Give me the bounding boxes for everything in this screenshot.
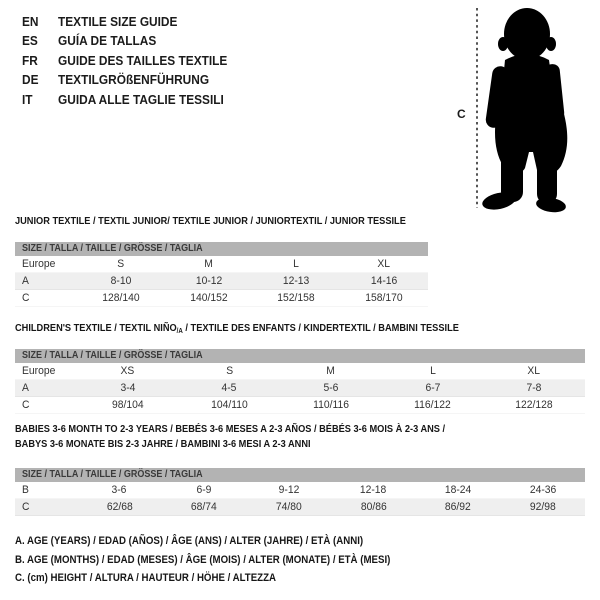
title-text: CHILDREN'S TEXTILE / TEXTIL NIÑO: [15, 322, 177, 334]
lang-label: GUIDE DES TAILLES TEXTILE: [58, 53, 228, 68]
title-subscript: /A: [176, 328, 183, 335]
table-cell: 8-10: [110, 275, 132, 287]
lang-code: FR: [22, 53, 38, 68]
lang-label: GUIDA ALLE TAGLIE TESSILI: [58, 92, 224, 107]
footnote-c: C. (cm) HEIGHT / ALTURA / HAUTEUR / HÖHE / ALTEZZA: [15, 572, 277, 584]
table-cell: L: [293, 258, 300, 270]
lang-code: EN: [22, 14, 39, 29]
row-label: B: [22, 484, 29, 496]
footnote-b: B. AGE (MONTHS) / EDAD (MESES) / ÂGE (MOIS) / ALTER (MONATE) / ETÀ (MESI): [15, 553, 391, 566]
babies-textile-section: [15, 422, 585, 516]
table-cell: 6-9: [196, 484, 212, 496]
row-label: A: [22, 382, 29, 394]
table-cell: S: [117, 258, 125, 270]
table-cell: 122/128: [515, 399, 553, 411]
size-header-bar: SIZE / TALLA / TAILLE / GRÖSSE / TAGLIA: [15, 468, 585, 482]
table-cell: XL: [527, 365, 541, 377]
row-label: C: [22, 292, 30, 304]
childrens-textile-section: [15, 322, 585, 414]
table-cell: XL: [377, 258, 391, 270]
table-cell: 158/170: [365, 292, 403, 304]
table-cell: 12-18: [360, 484, 387, 496]
table-cell: 116/122: [414, 399, 451, 411]
row-label: Europe: [22, 365, 56, 377]
childrens-table-title: [15, 322, 585, 335]
title-text: / TEXTILE DES ENFANTS / KINDERTEXTIL / BAMBINI TESSILE: [182, 322, 459, 334]
table-cell: XS: [120, 365, 135, 377]
lang-row-it: [22, 90, 236, 110]
table-cell: M: [326, 365, 336, 377]
table-row: [15, 482, 585, 499]
row-label: A: [22, 275, 29, 287]
table-cell: 92/98: [529, 501, 556, 513]
table-row: [15, 256, 428, 273]
table-cell: 4-5: [221, 382, 237, 394]
footnote-a: A. AGE (YEARS) / EDAD (AÑOS) / ÂGE (ANS) / ALTER (JAHRE) / ETÀ (ANNI): [15, 535, 364, 547]
size-header-bar: SIZE / TALLA / TAILLE / GRÖSSE / TAGLIA: [15, 349, 585, 363]
table-cell: 9-12: [278, 484, 300, 496]
table-cell: 110/116: [313, 399, 349, 411]
lang-label: GUÍA DE TALLAS: [58, 34, 157, 49]
row-label: C: [22, 501, 30, 513]
baby-silhouette-icon: [445, 0, 600, 215]
table-cell: 7-8: [526, 382, 542, 394]
lang-row-fr: [22, 51, 236, 71]
language-title-list: [22, 12, 236, 110]
lang-code: IT: [22, 92, 33, 107]
table-row: [15, 499, 585, 516]
lang-row-es: [22, 32, 236, 52]
lang-row-de: [22, 71, 236, 91]
table-cell: 5-6: [323, 382, 339, 394]
lang-row-en: [22, 12, 236, 32]
junior-table-title: JUNIOR TEXTILE / TEXTIL JUNIOR/ TEXTILE JUNIOR / JUNIORTEXTIL / JUNIOR TESSILE: [15, 215, 406, 227]
spacer: [15, 452, 585, 468]
table-cell: 14-16: [370, 275, 398, 287]
table-cell: 152/158: [277, 292, 316, 304]
table-row: [15, 290, 428, 307]
table-row: [15, 380, 585, 397]
table-cell: S: [225, 365, 233, 377]
table-cell: L: [429, 365, 436, 377]
table-cell: 68/74: [191, 501, 217, 513]
legend-footnotes: [15, 532, 442, 588]
junior-textile-section: [15, 215, 428, 307]
babies-table-title-line2: BABYS 3-6 MONATE BIS 2-3 JAHRE / BAMBINI 3-6 MESI A 2-3 ANNI: [15, 438, 311, 450]
table-cell: 24-36: [529, 484, 556, 496]
row-label: C: [22, 399, 30, 411]
table-row: [15, 397, 585, 414]
lang-code: DE: [22, 73, 39, 88]
babies-table-title-line1: BABIES 3-6 MONTH TO 2-3 YEARS / BEBÉS 3-6 MESES A 2-3 AÑOS / BÉBÉS 3-6 MOIS À 2-3 ANS /: [15, 423, 446, 435]
table-cell: 80/86: [360, 501, 387, 513]
lang-label: TEXTILE SIZE GUIDE: [58, 14, 178, 29]
table-cell: M: [204, 258, 213, 270]
table-cell: 6-7: [425, 382, 441, 394]
size-header-bar: SIZE / TALLA / TAILLE / GRÖSSE / TAGLIA: [15, 242, 428, 256]
table-cell: 74/80: [275, 501, 302, 513]
table-cell: 140/152: [189, 292, 228, 304]
lang-code: ES: [22, 34, 38, 49]
table-cell: 12-13: [283, 275, 310, 287]
table-cell: 3-6: [111, 484, 127, 496]
table-cell: 18-24: [444, 484, 472, 496]
table-cell: 104/110: [211, 399, 248, 411]
table-cell: 98/104: [111, 399, 144, 411]
baby-height-figure: [445, 0, 600, 215]
table-row: [15, 363, 585, 380]
table-cell: 3-4: [120, 382, 136, 394]
table-cell: 128/140: [102, 292, 140, 304]
table-row: [15, 273, 428, 290]
table-cell: 62/68: [106, 501, 133, 513]
table-cell: 10-12: [195, 275, 222, 287]
row-label: Europe: [22, 258, 56, 270]
lang-label: TEXTILGRÖßENFÜHRUNG: [58, 73, 210, 88]
toddler-silhouette-shape: [481, 8, 568, 214]
height-measure-label: C: [457, 107, 466, 121]
table-cell: 86/92: [445, 501, 471, 513]
